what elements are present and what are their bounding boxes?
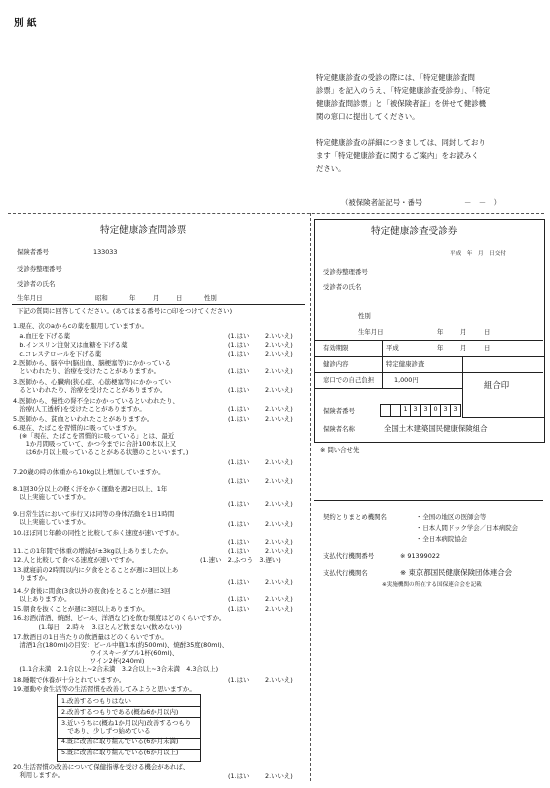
answer-yes[interactable]: (1.はい (228, 547, 250, 555)
question-1 (13, 322, 303, 330)
insurer-digit: 3 (451, 404, 461, 417)
answer-no[interactable]: 2.いいえ) (265, 332, 293, 340)
question-20: 20.生活習慣の改善について保健指導を受ける機会があれば、 利用しますか。 (13, 763, 190, 779)
insurer-digit (391, 404, 401, 417)
question-1a (13, 332, 303, 340)
answer-yes[interactable]: (1.はい (228, 676, 250, 684)
instructions-line: 特定健康診査の詳細につきましては、同封しており (316, 138, 486, 147)
contract-label: 契約とりまとめ機関名 (323, 513, 387, 521)
insurer-no-label: 保険者番号 (323, 407, 355, 415)
ticket-dob-month: 月 (460, 328, 467, 336)
instructions-line: 関の窓口に提出してください。 (316, 112, 420, 121)
question-13: 13.就寝前の2時間以内に夕食をとることが週に3回以上あ りますか。 (13, 566, 179, 582)
valid-year: 年 (437, 344, 444, 352)
answer-yes[interactable]: (1.はい (228, 350, 250, 358)
question-5: 5.医師から、貧血といわれたことがありますか。 (13, 415, 154, 423)
insurer-digit: 3 (411, 404, 421, 417)
option-item[interactable]: 1.改善するつもりはない (61, 697, 131, 705)
dob-day: 日 (176, 294, 183, 302)
ticket-sex-label: 性別 (358, 312, 371, 320)
answer-no[interactable]: 2.いいえ) (265, 500, 293, 508)
dob-label: 生年月日 (17, 294, 43, 302)
payer-footnote: ※実施機関の所在する国保連合会を記載 (382, 582, 482, 588)
questionnaire-intro: 下記の質問に回答してください。(あてはまる番号に○印をつけてください) (17, 307, 233, 315)
ticket-dob-day: 日 (484, 328, 491, 336)
question-15: 15.朝食を抜くことが週に3回以上ありますか。 (13, 605, 149, 613)
contract-item: ・全日本病院協会 (416, 535, 468, 543)
insurer-digit (380, 404, 391, 417)
instructions-line: 診票」を記入のうえ、「特定健康診査受診券」、「特定 (316, 86, 491, 95)
answer-yes[interactable]: (1.はい (228, 538, 250, 546)
answer-speed[interactable]: (1.速い 2.ふつう 3.遅い) (200, 556, 281, 564)
question-16: 16.お酒(清酒、焼酎、ビール、洋酒など)を飲む頻度はどのくらいですか。 (13, 614, 226, 622)
question-text: a.血圧を下げる薬 (13, 332, 71, 340)
answer-yes[interactable]: (1.はい (228, 386, 250, 394)
question-19: 19.運動や食生活等の生活習慣を改善してみようと思いますか。 (13, 685, 196, 693)
instructions-line: ます「特定健康診査に関するご案内」をお読みく (316, 151, 479, 160)
answer-no[interactable]: 2.いいえ) (265, 405, 293, 413)
insurer-name-value: 全国土木建築国民健康保険組合 (384, 424, 488, 433)
insurer-digit: 1 (401, 404, 411, 417)
question-text: c.コレステロールを下げる薬 (13, 350, 102, 358)
answer-yes[interactable]: (1.はい (228, 772, 250, 780)
insured-number-label: （被保険者証記号・番号 (341, 198, 423, 207)
question-10: 10.ほぼ同じ年齢の同性と比較して歩く速度が速いですか。 (13, 529, 183, 537)
option-item-cont: であり、少しずつ始めている (61, 727, 151, 735)
answer-yes[interactable]: (1.はい (228, 405, 250, 413)
option-item[interactable]: 5.既に改善に取り組んでいる(6か月以上) (61, 748, 179, 756)
question-1b (13, 341, 303, 349)
answer-yes[interactable]: (1.はい (228, 520, 250, 528)
exam-label: 健診内容 (323, 360, 349, 368)
exam-value: 特定健康診査 (386, 360, 425, 368)
contact-label: ※ 問い合せ先 (320, 446, 360, 454)
valid-month: 月 (460, 344, 467, 352)
instructions-line: ださい。 (316, 164, 346, 173)
answer-no[interactable]: 2.いいえ) (265, 605, 293, 613)
option-item[interactable]: 2.改善するつもりである(概ね6か月以内) (61, 708, 179, 716)
option-item[interactable]: 4.既に改善に取り組んでいる(6か月未満) (61, 737, 179, 745)
insured-number-dashes: － － ） (464, 198, 501, 207)
insurer-digit: 3 (421, 404, 431, 417)
question-1c (13, 350, 303, 358)
insurer-number-label: 保険者番号 (17, 248, 49, 256)
center-cut-line (310, 213, 311, 781)
question-6: 6.現在、たばこを習慣的に吸っていますか。 (※「現在、たばこを習慣的に吸っている」とは、最近 1か月間吸っていて、かつ今までに合計100本以上又 は6か月以上吸っていることがある状態のこといいます。) (13, 424, 189, 456)
page-header-label: 別 紙 (14, 18, 37, 29)
insurer-digit: 3 (441, 404, 451, 417)
ticket-number-label: 受診券整理番号 (323, 268, 368, 276)
valid-label: 有効期限 (323, 344, 349, 352)
answer-no[interactable]: 2.いいえ) (265, 538, 293, 546)
answer-no[interactable]: 2.いいえ) (265, 772, 293, 780)
valid-day: 日 (484, 344, 491, 352)
payer-name-label: 支払代行機関名 (323, 569, 368, 577)
questionnaire-title: 特定健康診査問診票 (100, 225, 187, 236)
answer-yes[interactable]: (1.はい (228, 458, 250, 466)
question-text: b.インスリン注射又は血糖を下げる薬 (13, 341, 128, 349)
examinee-name-label: 受診者の氏名 (17, 280, 56, 288)
question-9: 9.日常生活において歩行又は同等の身体活動を1日1時間 以上実施していますか。 (13, 510, 175, 526)
insurer-number-value: 133033 (93, 248, 118, 256)
question-text: 1.現在、次のaからcの薬を服用していますか。 (13, 322, 148, 330)
answer-no[interactable]: 2.いいえ) (265, 415, 293, 423)
instructions-line: 健康診査問診票」と「被保険者証」を併せて健診機 (316, 99, 486, 108)
union-seal-label: 組合印 (484, 380, 510, 390)
question-8: 8.1回30分以上の軽く汗をかく運動を週2日以上、1年 以上実施していますか。 (13, 485, 168, 501)
question-19-options-box (57, 694, 201, 762)
instructions-line: 特定健康診査の受診の際には、「特定健康診査問 (316, 73, 475, 82)
valid-era: 平成 (386, 344, 399, 352)
cut-line (8, 213, 544, 214)
question-14: 14.夕食後に間食(3食以外の夜食)をとることが週に3回 以上ありますか。 (13, 587, 171, 603)
answer-no[interactable]: 2.いいえ) (265, 547, 293, 555)
sex-label: 性別 (204, 294, 217, 302)
answer-no[interactable]: 2.いいえ) (265, 595, 293, 603)
payer-number-value: ※ 91399022 (400, 552, 440, 560)
answer-yes[interactable]: (1.はい (228, 332, 250, 340)
payer-name-value: ※ 東京都国民健康保険団体連合会 (400, 568, 513, 577)
question-2: 2.医師から、脳卒中(脳出血、脳梗塞等)にかかっている といわれたり、治療を受けたことがありますか。 (13, 359, 172, 375)
insurer-digit: 0 (431, 404, 441, 417)
answer-no[interactable]: 2.いいえ) (265, 520, 293, 528)
ticket-name-label: 受診者の氏名 (323, 283, 362, 291)
answer-yes[interactable]: (1.はい (228, 415, 250, 423)
question-3: 3.医師から、心臓病(狭心症、心筋梗塞等)にかかってい るといわれたり、治療を受けたことがありますか。 (13, 378, 172, 394)
answer-yes[interactable]: (1.はい (228, 500, 250, 508)
copay-value: 1,000円 (394, 376, 419, 384)
answer-no[interactable]: 2.いいえ) (265, 578, 293, 586)
contract-item: ・全国の地区の医師会等 (416, 513, 487, 521)
answer-no[interactable]: 2.いいえ) (265, 477, 293, 485)
option-item[interactable]: 3.近いうちに(概ね1か月以内)改善するつもり (61, 719, 192, 727)
question-4: 4.医師から、慢性の腎不全にかかっているといわれたり、 治療(人工透析)を受けたことがありますか。 (13, 397, 179, 413)
payer-number-label: 支払代行機関番号 (323, 552, 375, 560)
answer-no[interactable]: 2.いいえ) (265, 367, 293, 375)
insurer-name-label: 保険者名称 (323, 425, 355, 433)
question-16-options[interactable]: (1.毎日 2.時々 3.ほとんど飲まない(飲めない)) (13, 623, 182, 631)
question-17: 17.飲酒日の1日当たりの飲酒量はどのくらいですか。 清酒1合(180ml)の目安：ビール中瓶1本(約500ml)、焼酎35度(80ml)、 ウイスキーダブル1杯(60ml)、 ワイン2杯(240ml) (1.1合未満 2.1合以上~2合未満 3.2合以上~3合未満 4.3合以上) (13, 633, 303, 673)
question-18: 18.睡眠で休養が十分とれていますか。 (13, 676, 126, 684)
answer-no[interactable]: 2.いいえ) (265, 350, 293, 358)
ticket-issued-date: 平成 年 月 日交付 (450, 251, 506, 257)
insurer-digit-boxes (380, 404, 461, 415)
dob-month: 月 (153, 294, 160, 302)
dob-underline (12, 304, 305, 305)
question-17-options[interactable]: (1.1合未満 2.1合以上~2合未満 3.2合以上~3合未満 4.3合以上) (13, 665, 219, 673)
question-7: 7.20歳の時の体重から10kg以上増加していますか。 (13, 468, 165, 476)
answer-yes[interactable]: (1.はい (228, 578, 250, 586)
contract-item: ・日本人間ドック学会／日本病院会 (416, 524, 518, 532)
answer-no[interactable]: 2.いいえ) (265, 458, 293, 466)
question-12: 12.人と比較して食べる速度が速いですか。 (13, 556, 139, 564)
question-11: 11.この1年間で体重の増減が±3kg以上ありましたか。 (13, 547, 173, 555)
answer-no[interactable]: 2.いいえ) (265, 386, 293, 394)
dob-year: 年 (129, 294, 136, 302)
answer-yes[interactable]: (1.はい (228, 605, 250, 613)
answer-yes[interactable]: (1.はい (228, 477, 250, 485)
ticket-dob-label: 生年月日 (358, 328, 384, 336)
answer-yes[interactable]: (1.はい (228, 595, 250, 603)
answer-yes[interactable]: (1.はい (228, 367, 250, 375)
answer-no[interactable]: 2.いいえ) (265, 676, 293, 684)
dob-era: 昭和 (95, 294, 108, 302)
instructions-block (316, 71, 546, 175)
answer-no[interactable]: 2.いいえ) (265, 341, 293, 349)
ticket-number-label: 受診券整理番号 (17, 265, 62, 273)
ticket-title: 特定健康診査受診券 (371, 226, 458, 237)
copay-label: 窓口での自己負担 (323, 376, 375, 384)
answer-yes[interactable]: (1.はい (228, 341, 250, 349)
ticket-dob-year: 年 (437, 328, 444, 336)
